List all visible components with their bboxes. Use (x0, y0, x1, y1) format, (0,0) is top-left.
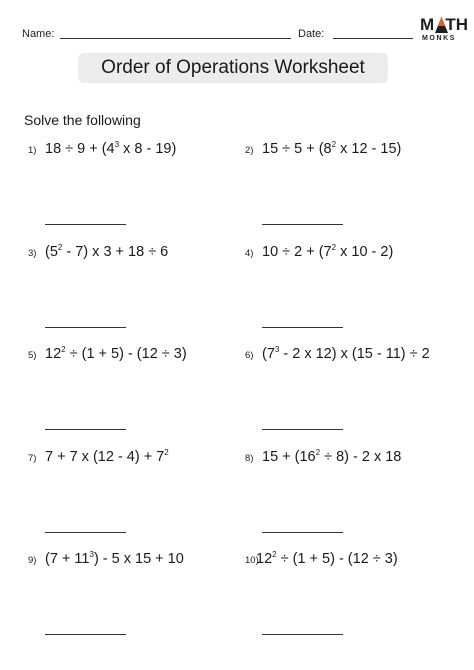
answer-line[interactable] (45, 327, 126, 328)
logo-subtitle: MONKS (422, 35, 457, 42)
expression-text: ÷ 8) - 2 x 18 (320, 449, 402, 465)
problem-9 (28, 551, 248, 591)
answer-line[interactable] (45, 634, 126, 635)
answer-line[interactable] (262, 532, 343, 533)
exponent: 3 (89, 550, 94, 559)
expression-text: 10 ÷ 2 + (7 (262, 244, 332, 260)
date-field-line[interactable] (333, 38, 413, 39)
expression-text: (7 + 11 (45, 551, 90, 567)
exponent: 3 (114, 140, 120, 149)
problem-10 (245, 551, 465, 591)
exponent: 2 (331, 243, 337, 252)
exponent: 2 (272, 550, 277, 559)
problem-8 (245, 449, 465, 489)
exponent: 2 (315, 448, 321, 457)
expression-text: 15 ÷ 5 + (8 (262, 141, 332, 157)
problem-7 (28, 449, 248, 489)
problem-number: 4) (245, 248, 254, 259)
answer-line[interactable] (262, 634, 343, 635)
expression-text: ÷ (1 + 5) - (12 ÷ 3) (276, 551, 398, 567)
expression-text: ÷ (1 + 5) - (12 ÷ 3) (65, 346, 187, 362)
problem-expression (262, 244, 393, 260)
exponent: 2 (164, 448, 169, 457)
problem-number: 9) (28, 555, 37, 566)
problem-number: 7) (28, 453, 37, 464)
problem-expression (45, 244, 168, 260)
problem-expression (45, 141, 176, 157)
math-monks-logo (420, 14, 468, 48)
problem-6 (245, 346, 465, 386)
problem-expression (262, 346, 430, 362)
title-banner (78, 53, 388, 83)
expression-text: 12 (256, 551, 273, 567)
expression-text: x 12 - 15) (336, 141, 402, 157)
problem-expression (45, 449, 169, 465)
problem-number: 5) (28, 350, 37, 361)
problem-4 (245, 244, 465, 284)
answer-line[interactable] (45, 429, 126, 430)
problem-number: 8) (245, 453, 254, 464)
date-label: Date: (298, 28, 325, 40)
expression-text: 12 (45, 346, 62, 362)
exponent: 2 (57, 243, 63, 252)
problem-1 (28, 141, 248, 181)
expression-text: (7 (262, 346, 275, 362)
expression-text: - 2 x 12) x (15 - 11) ÷ 2 (279, 346, 430, 362)
expression-text: 18 ÷ 9 + (4 (45, 141, 115, 157)
problem-number: 1) (28, 145, 37, 156)
name-field-line[interactable] (60, 38, 291, 39)
problem-number: 2) (245, 145, 254, 156)
problem-expression (256, 551, 398, 567)
problem-expression (45, 346, 187, 362)
problem-number: 3) (28, 248, 37, 259)
expression-text: ) - 5 x 15 + 10 (93, 551, 184, 567)
problem-number: 6) (245, 350, 254, 361)
logo-a-triangle-icon (434, 16, 445, 34)
problem-expression (262, 449, 401, 465)
name-label: Name: (22, 28, 55, 40)
logo-letter-m: M (420, 15, 435, 34)
problem-3 (28, 244, 248, 284)
expression-text: - 7) x 3 + 18 ÷ 6 (62, 244, 169, 260)
logo-letters-th: TH (445, 15, 468, 34)
problem-5 (28, 346, 248, 386)
expression-text: x 8 - 19) (119, 141, 177, 157)
problem-expression (262, 141, 401, 157)
instructions: Solve the following (24, 112, 141, 128)
answer-line[interactable] (45, 224, 126, 225)
expression-text: (5 (45, 244, 58, 260)
exponent: 2 (331, 140, 337, 149)
exponent: 2 (61, 345, 66, 354)
problem-number: 10) (245, 555, 259, 566)
problem-expression (45, 551, 184, 567)
exponent: 3 (274, 345, 280, 354)
answer-line[interactable] (262, 429, 343, 430)
problem-2 (245, 141, 465, 181)
page-title: Order of Operations Worksheet (101, 57, 365, 78)
expression-text: 15 + (16 (262, 449, 316, 465)
answer-line[interactable] (45, 532, 126, 533)
answer-line[interactable] (262, 327, 343, 328)
answer-line[interactable] (262, 224, 343, 225)
expression-text: x 10 - 2) (336, 244, 394, 260)
expression-text: 7 + 7 x (12 - 4) + 7 (45, 449, 165, 465)
